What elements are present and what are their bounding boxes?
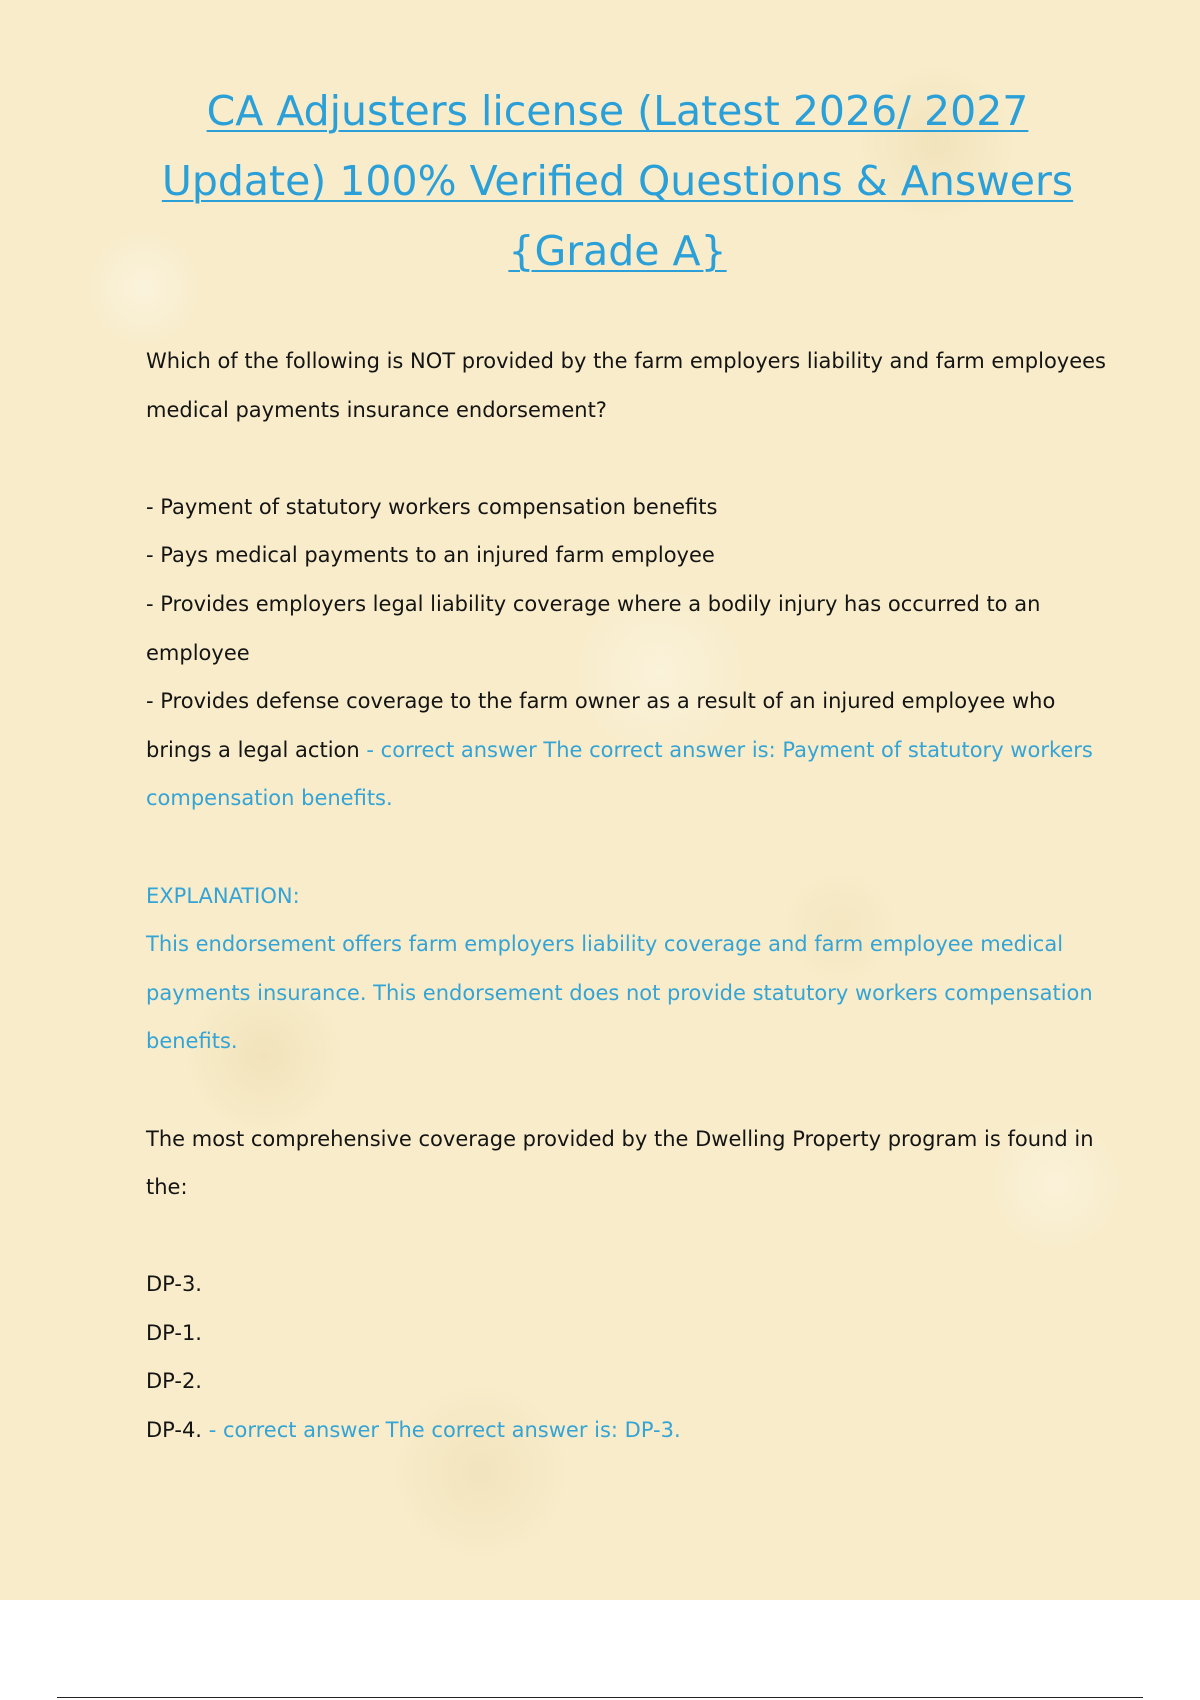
spacer <box>146 823 1106 872</box>
question-1-option-2: - Pays medical payments to an injured farm employee <box>146 543 715 568</box>
question-1-option-4-with-answer <box>146 677 1106 823</box>
question-2-answer: - correct answer The correct answer is: DP-3. <box>208 1418 681 1443</box>
question-1-option-1: - Payment of statutory workers compensation benefits <box>146 494 718 519</box>
spacer <box>146 1066 1106 1115</box>
question-1-answer: - correct answer The correct answer is: Payment of statutory workers compensation benefits. <box>146 737 1093 811</box>
document-title-text[interactable]: CA Adjusters license (Latest 2026/ 2027 Update) 100% Verified Questions & Answers {Grade A} <box>161 87 1074 275</box>
document-title[interactable] <box>130 76 1105 286</box>
spacer <box>146 434 1106 483</box>
question-2-option-1: DP-3. <box>146 1272 202 1297</box>
footer-divider <box>57 1697 1143 1698</box>
question-1-text: Which of the following is NOT provided by the farm employers liability and farm employees medical payments insurance endorsement? <box>146 349 1107 422</box>
question-2-text: The most comprehensive coverage provided by the Dwelling Property program is found in the: <box>146 1126 1094 1200</box>
question-2-option-2: DP-1. <box>146 1320 202 1345</box>
explanation-text: This endorsement offers farm employers liability coverage and farm employee medical payments insurance. This endorsement does not provide statutory workers compensation benefits. <box>146 932 1093 1054</box>
question-1-option-3: - Provides employers legal liability coverage where a bodily injury has occurred to an employee <box>146 591 1041 665</box>
question-2-option-4: DP-4. <box>146 1418 202 1443</box>
explanation-label: EXPLANATION: <box>146 883 300 908</box>
spacer <box>146 1212 1106 1261</box>
question-1-option-4: - Provides defense coverage to the farm owner as a result of an injured employee who brings a legal action <box>146 689 1056 762</box>
question-2-option-4-with-answer <box>146 1406 1106 1455</box>
question-2-option-3: DP-2. <box>146 1369 202 1394</box>
document-body <box>146 337 1106 1455</box>
